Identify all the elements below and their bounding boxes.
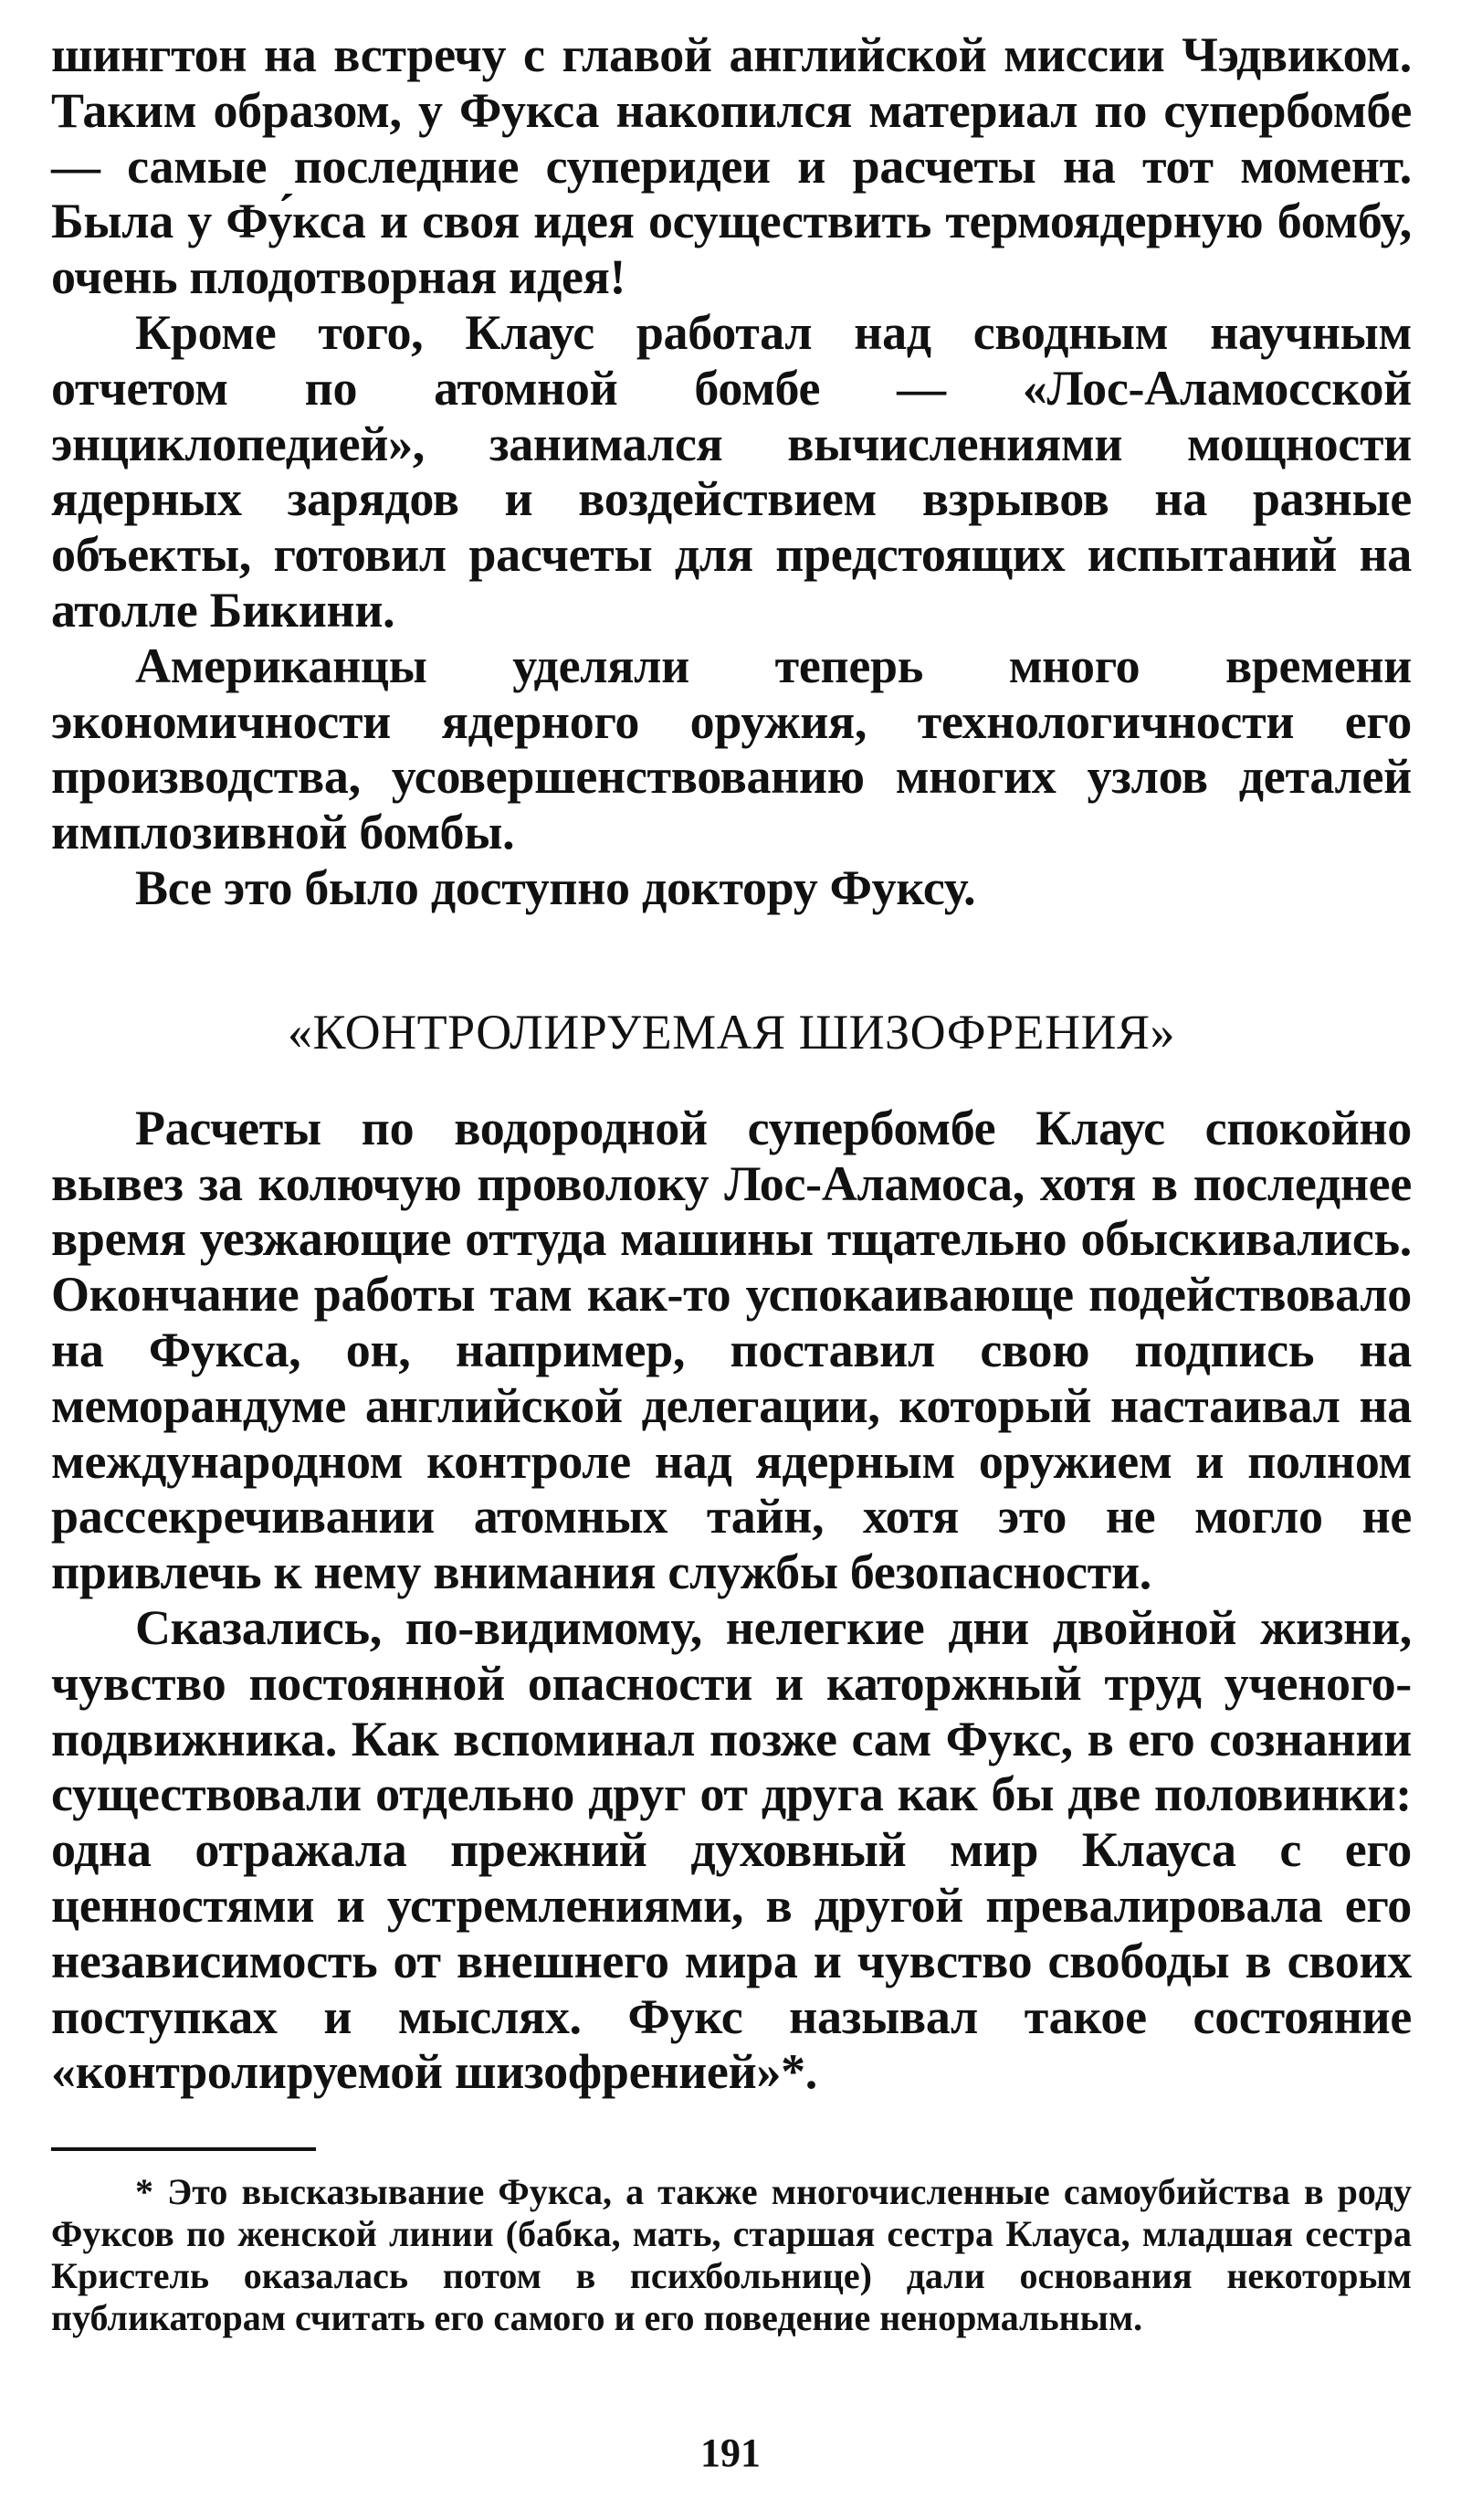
footnote: * Это высказывание Фукса, а также многочисленные самоубийства в роду Фуксов по женской линии (бабка, мать, старшая сестра Клауса, младшая сестра Кристель оказалась потом в психбольнице) дали основания некоторым публикаторам считать его самого и его поведение ненормальным. bbox=[51, 2171, 1412, 2339]
footnote-divider bbox=[51, 2147, 316, 2151]
paragraph-continuation: шингтон на встречу с главой английской миссии Чэдвиком. Таким образом, у Фукса накопился материал по супербомбе — самые последние суперидеи и расчеты на тот момент. Была у Фу́кса и своя идея осуществить термоядерную бомбу, очень плодотворная идея! bbox=[51, 27, 1412, 305]
paragraph-klaus-work: Кроме того, Клаус работал над сводным научным отчетом по атомной бомбе — «Лос-Аламосской энциклопедией», занимался вычислениями мощности ядерных зарядов и воздействием взрывов на разные объекты, готовил расчеты для предстоящих испытаний на атолле Бикини. bbox=[51, 304, 1412, 638]
paragraph-americans: Американцы уделяли теперь много времени экономичности ядерного оружия, технологичности его производства, усовершенствованию многих узлов деталей имплозивной бомбы. bbox=[51, 638, 1412, 860]
book-page bbox=[51, 27, 1412, 2339]
section-heading: «КОНТРОЛИРУЕМАЯ ШИЗОФРЕНИЯ» bbox=[287, 1004, 1176, 1060]
paragraph-double-life: Сказались, по-видимому, нелегкие дни двойной жизни, чувство постоянной опасности и каторжный труд ученого-подвижника. Как вспоминал позже сам Фукс, в его сознании существовали отдельно друг от друга как бы две половинки: одна отражала прежний духовный мир Клауса с его ценностями и устремлениями, в другой превалировала его независимость от внешнего мира и чувство свободы в своих поступках и мыслях. Фукс называл такое состояние «контролируемой шизофренией»*. bbox=[51, 1599, 1412, 2100]
paragraph-available: Все это было доступно доктору Фуксу. bbox=[135, 859, 976, 915]
page-number: 191 bbox=[700, 2430, 761, 2475]
paragraph-calculations: Расчеты по водородной супербомбе Клаус спокойно вывез за колючую проволоку Лос-Аламоса, хотя в последнее время уезжающие оттуда машины тщательно обыскивались. Окончание работы там как-то успокаивающе подействовало на Фукса, он, например, поставил свою подпись на меморандуме английской делегации, который настаивал на международном контроле над ядерным оружием и полном рассекречивании атомных тайн, хотя это не могло не привлечь к нему внимания службы безопасности. bbox=[51, 1100, 1412, 1600]
